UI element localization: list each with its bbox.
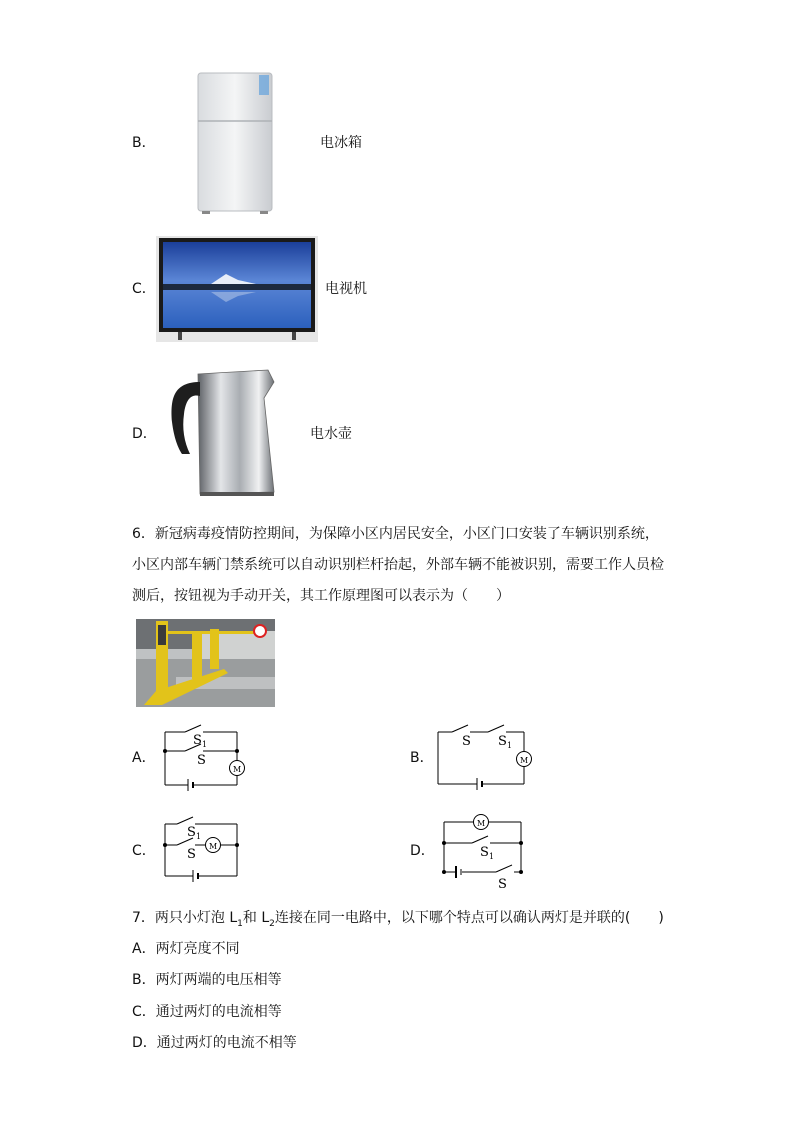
- q6-option-c-circuit: [155, 812, 255, 884]
- q7-stem-sub-2: 2: [269, 918, 275, 929]
- q6-stem-line-1: 6．新冠病毒疫情防控期间，为保障小区内居民安全，小区门口安装了车辆识别系统，: [132, 526, 659, 542]
- q7-stem: [132, 908, 664, 934]
- q7-option-a: A．两灯亮度不同: [132, 941, 240, 957]
- q6-b-s-label: S: [462, 734, 471, 749]
- q6-b-s1-sub: 1: [507, 741, 513, 750]
- electric-kettle-image: [168, 368, 280, 498]
- q6-option-a-circuit: [155, 720, 255, 792]
- q6-d-motor-label: M: [477, 819, 486, 828]
- q7-option-c: C．通过两灯的电流相等: [132, 1004, 282, 1020]
- option-b-letter: B．: [132, 135, 156, 151]
- q7-option-d: D．通过两灯的电流不相等: [132, 1035, 297, 1051]
- q7-stem-part-a: 7．两只小灯泡 L: [132, 910, 238, 926]
- q6-option-b-letter: B．: [410, 750, 434, 766]
- q7-stem-part-c: 连接在同一电路中，以下哪个特点可以确认两灯是并联的( ): [274, 910, 664, 926]
- option-c-label: 电视机: [325, 281, 367, 297]
- option-d-label: 电水壶: [310, 426, 352, 442]
- q6-c-motor-label: M: [209, 842, 218, 851]
- q6-d-s1-sub: 1: [489, 852, 495, 861]
- q6-c-s1-sub: 1: [196, 832, 202, 841]
- option-b-label: 电冰箱: [320, 135, 362, 151]
- q6-stem-line-2: 小区内部车辆门禁系统可以自动识别栏杆抬起，外部车辆不能被识别，需要工作人员检: [132, 557, 664, 573]
- parking-barrier-photo: [136, 619, 275, 707]
- q6-a-motor-label: M: [233, 765, 242, 774]
- q6-option-b-circuit: [432, 720, 532, 792]
- q6-option-a-letter: A．: [132, 750, 156, 766]
- option-c-letter: C．: [132, 281, 156, 297]
- q6-d-s1-label: S: [480, 845, 489, 860]
- q6-option-d-letter: D．: [410, 843, 435, 859]
- q6-d-s-label: S: [498, 877, 507, 892]
- refrigerator-image: [196, 71, 274, 215]
- q7-stem-sub-1: 1: [237, 918, 243, 929]
- q6-b-s1-label: S: [498, 734, 507, 749]
- q6-a-s1-label: S: [193, 733, 202, 748]
- q6-a-s-label: S: [197, 753, 206, 768]
- option-d-letter: D．: [132, 426, 157, 442]
- q6-option-c-letter: C．: [132, 843, 156, 859]
- television-image: [156, 236, 318, 342]
- q7-option-b: B．两灯两端的电压相等: [132, 972, 282, 988]
- q6-c-s1-label: S: [187, 825, 196, 840]
- q6-a-s1-sub: 1: [202, 740, 208, 749]
- q6-option-d-circuit: [434, 810, 534, 892]
- q7-stem-part-b: 和 L: [242, 910, 270, 926]
- q6-b-motor-label: M: [520, 756, 529, 765]
- q6-c-s-label: S: [187, 847, 196, 862]
- q6-stem-line-3: 测后，按钮视为手动开关，其工作原理图可以表示为（ ）: [132, 588, 510, 604]
